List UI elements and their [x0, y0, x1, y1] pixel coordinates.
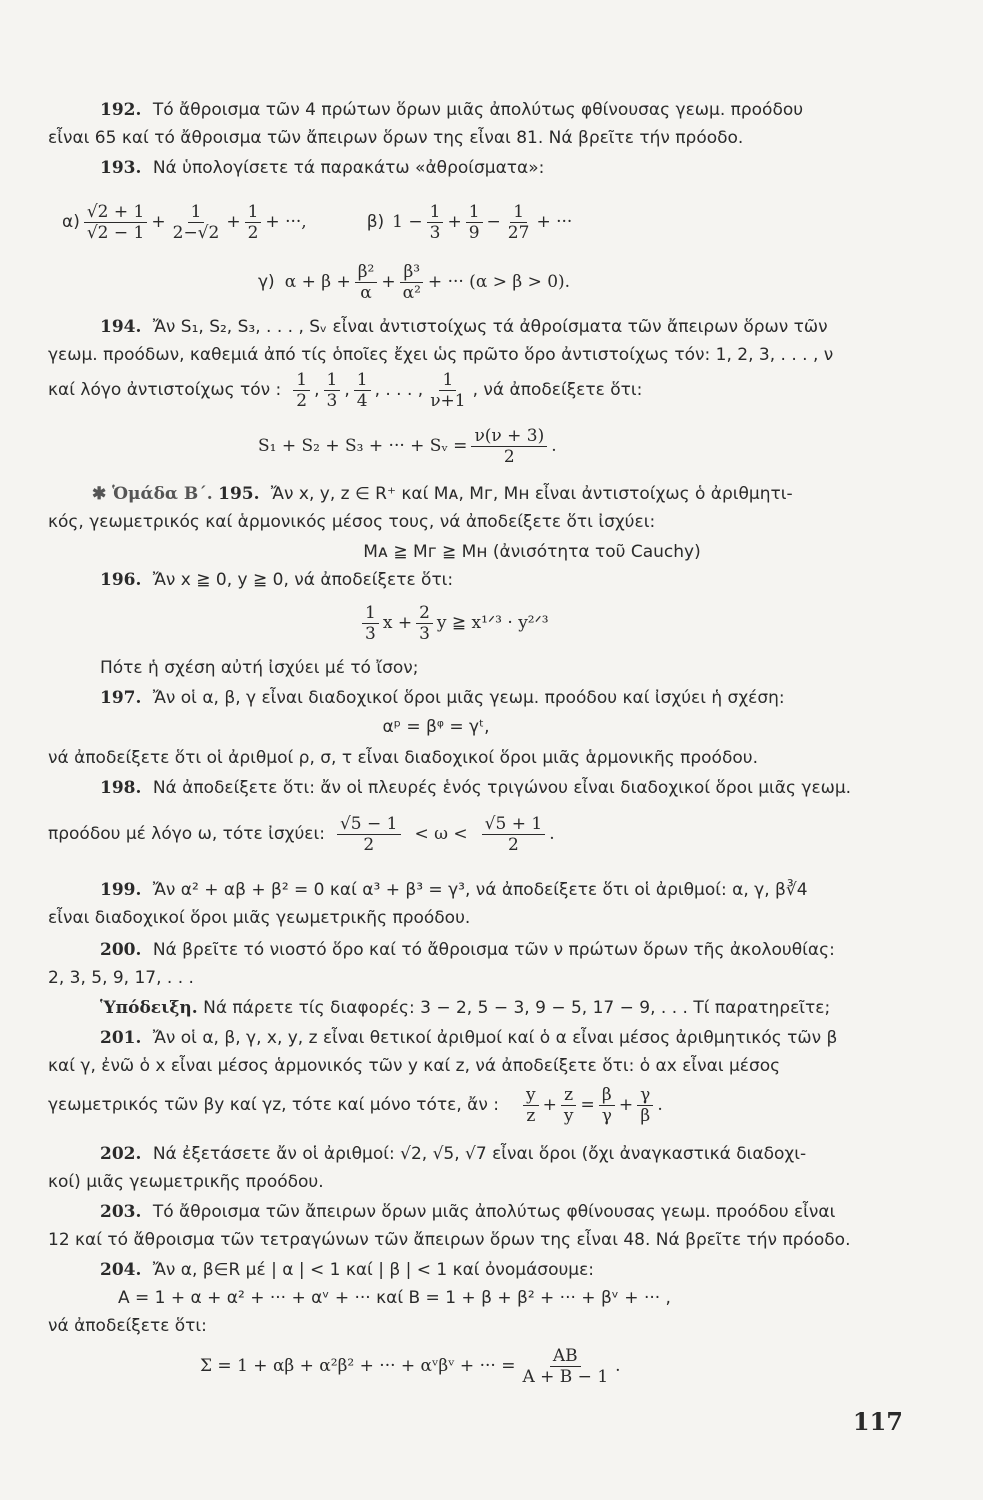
- exercise-number: 193.: [100, 158, 142, 178]
- exercise-196-question: Πότε ἡ σχέση αὐτή ἰσχύει μέ τό ἴσον;: [100, 658, 419, 678]
- page-number: 117: [852, 1407, 903, 1436]
- exercise-204-definitions: A = 1 + α + α² + ··· + αᵛ + ··· καί B = 1 + β + β² + ··· + βᵛ + ··· ,: [118, 1288, 671, 1308]
- exercise-text: Ἄν x, y, z ∈ R⁺ καί Mᴀ, Mг, Mʜ εἶναι ἀντιστοίχως ὁ ἀριθμητι-: [270, 484, 793, 504]
- exercise-196-equation: $\frac{1}{3}$ x + $\frac{2}{3}$ y ≧ x¹ᐟ³ · y²ᐟ³: [358, 596, 983, 650]
- exercise-194-line2: γεωμ. προόδων, καθεμιά ἀπό τίς ὁποῖες ἔχει ὡς πρῶτο ὅρο ἀντιστοίχως τόν: 1, 2, 3, . . . , ν: [48, 345, 834, 365]
- fraction: $\frac{z}{y}$: [561, 1085, 577, 1126]
- fraction: $\frac{\beta}{\gamma}$: [599, 1085, 615, 1126]
- exercise-192-line2: εἶναι 65 καί τό ἄθροισμα τῶν ἄπειρων ὅρων της εἶναι 81. Νά βρεῖτε τήν πρόοδο.: [48, 128, 744, 148]
- exercise-197-line2: νά ἀποδείξετε ὅτι οἱ ἀριθμοί ρ, σ, τ εἶναι διαδοχικοί ὅροι μιᾶς ἁρμονικῆς προόδου.: [48, 748, 758, 768]
- exercise-200-hint: [100, 996, 972, 1020]
- fraction: $\frac{1}{3}$: [324, 370, 341, 411]
- exercise-194-equation: S₁ + S₂ + S₃ + ··· + Sᵥ = $\frac{\nu(\nu + 3)}{2}$ .: [258, 425, 557, 467]
- exercise-198-line2: προόδου μέ λόγο ω, τότε ἰσχύει: $\frac{√5 - 1}{2}$ < ω < $\frac{√5 + 1}{2}$ .: [48, 813, 555, 855]
- exercise-number: 192.: [100, 100, 142, 120]
- exercise-200-line1: [100, 938, 972, 962]
- fraction: $\frac{y}{z}$: [523, 1085, 539, 1126]
- part-b-label: β): [366, 212, 385, 232]
- exercise-203-line2: 12 καί τό ἄθροισμα τῶν τετραγώνων τῶν ἄπειρων ὅρων της εἶναι 48. Νά βρεῖτε τήν πρόοδο.: [48, 1230, 851, 1250]
- exercise-204-equation: Σ = 1 + αβ + α²β² + ··· + αᵛβᵛ + ··· = $\frac{AB}{A + B - 1}$ .: [200, 1345, 621, 1387]
- exercise-text: Ἄν α² + αβ + β² = 0 καί α³ + β³ = γ³, νά ἀποδείξετε ὅτι οἱ ἀριθμοί: α, γ, β∛4: [152, 880, 808, 900]
- exercise-198-line1: [100, 776, 972, 800]
- exercise-204-line3: νά ἀποδείξετε ὅτι:: [48, 1316, 207, 1336]
- exercise-193-line1: [100, 156, 972, 180]
- fraction: $\frac{1}{27}$: [507, 201, 530, 243]
- fraction: $\frac{\text{β²}}{\alpha}$: [355, 262, 378, 303]
- exercise-number: 200.: [100, 940, 142, 960]
- exercise-text: Ἄν οἱ α, β, γ, x, y, z εἶναι θετικοί ἀριθμοί καί ὁ α εἶναι μέσος ἀριθμητικός τῶν β: [152, 1028, 838, 1048]
- exercise-text: Τό ἄθροισμα τῶν 4 πρώτων ὅρων μιᾶς ἀπολύτως φθίνουσας γεωμ. προόδου: [152, 100, 804, 120]
- exercise-204-line1: [100, 1258, 972, 1282]
- fraction: $\frac{\text{β³}}{\text{α²}}$: [400, 262, 424, 303]
- exercise-201-line2: καί γ, ἐνῶ ὁ x εἶναι μέσος ἁρμονικός τῶν y καί z, νά ἀποδείξετε ὅτι: ὁ αx εἶναι μέσος: [48, 1056, 781, 1076]
- fraction: $\frac{1}{3}$: [362, 603, 379, 644]
- exercise-200-line2: 2, 3, 5, 9, 17, . . .: [48, 968, 194, 988]
- fraction: $\frac{√5 - 1}{2}$: [337, 814, 401, 855]
- part-a-label: α): [62, 212, 80, 232]
- exercise-201-line3: γεωμετρικός τῶν βy καί γz, τότε καί μόνο τότε, ἄν : $\frac{y}{z}$ + $\frac{z}{y}$ = $\frac{\beta}{\gamma}$ + $\frac{\gamma}{\beta}$ .: [48, 1084, 663, 1126]
- fraction: $\frac{1}{2}$: [245, 202, 262, 243]
- exercise-number: 197.: [100, 688, 142, 708]
- exercise-number: 203.: [100, 1202, 142, 1222]
- hint-label: Ὑπόδειξη.: [100, 998, 198, 1018]
- exercise-195-line2: κός, γεωμετρικός καί ἁρμονικός μέσος τους, νά ἀποδείξετε ὅτι ἰσχύει:: [48, 512, 656, 532]
- exercise-199-line2: εἶναι διαδοχικοί ὅροι μιᾶς γεωμετρικῆς προόδου.: [48, 908, 471, 928]
- fraction: $\frac{1}{2-√2}$: [172, 201, 220, 243]
- exercise-number: 196.: [100, 570, 142, 590]
- exercise-193-c: γ) α + β + $\frac{\text{β²}}{\alpha}$ + $\frac{\text{β³}}{\text{α²}}$ + ··· (α > β > 0).: [258, 261, 571, 303]
- exercise-number: 195.: [218, 484, 260, 504]
- exercise-text: Ἄν x ≧ 0, y ≧ 0, νά ἀποδείξετε ὅτι:: [152, 570, 454, 590]
- fraction: $\frac{\gamma}{\beta}$: [637, 1085, 653, 1126]
- fraction: $\frac{√2 + 1}{√2 - 1}$: [84, 202, 148, 243]
- exercise-195-line1: [92, 482, 964, 506]
- exercise-199-line1: [100, 878, 972, 902]
- exercise-number: 199.: [100, 880, 142, 900]
- part-c-label: γ): [258, 272, 275, 292]
- exercise-194-line3: καί λόγο ἀντιστοίχως τόν : $\frac{1}{2}$ , $\frac{1}{3}$ , $\frac{1}{4}$ , . . . , $\frac{1}{\nu+1}$ , νά ἀποδείξετε ὅτι:: [48, 369, 643, 411]
- fraction: $\frac{\nu(\nu + 3)}{2}$: [471, 426, 547, 467]
- exercise-201-line1: [100, 1026, 972, 1050]
- exercise-197-line1: [100, 686, 972, 710]
- exercise-text: Νά βρεῖτε τό νιοστό ὅρο καί τό ἄθροισμα τῶν ν πρώτων ὅρων τῆς ἀκολουθίας:: [152, 940, 835, 960]
- exercise-text: Ἄν α, β∈R μέ | α | < 1 καί | β | < 1 καί ὀνομάσουμε:: [152, 1260, 595, 1280]
- exercise-text: Νά ἀποδείξετε ὅτι: ἄν οἱ πλευρές ἑνός τριγώνου εἶναι διαδοχικοί ὅροι μιᾶς γεωμ.: [152, 778, 852, 798]
- exercise-203-line1: [100, 1200, 972, 1224]
- fraction: $\frac{1}{2}$: [293, 370, 310, 411]
- exercise-194-line1: [100, 315, 972, 339]
- exercise-number: 201.: [100, 1028, 142, 1048]
- exercise-202-line1: [100, 1142, 972, 1166]
- exercise-number: 194.: [100, 317, 142, 337]
- exercise-number: 204.: [100, 1260, 142, 1280]
- exercise-text: Νά ἐξετάσετε ἄν οἱ ἀριθμοί: √2, √5, √7 εἶναι ὅροι (ὄχι ἀναγκαστικά διαδοχι-: [152, 1144, 807, 1164]
- fraction: $\frac{1}{9}$: [466, 202, 483, 243]
- fraction: $\frac{AB}{A + B - 1}$: [522, 1345, 609, 1387]
- fraction: $\frac{1}{\nu+1}$: [430, 369, 466, 411]
- fraction: $\frac{1}{4}$: [354, 370, 371, 411]
- fraction: $\frac{√5 + 1}{2}$: [482, 814, 546, 855]
- exercise-192-line1: [100, 98, 972, 122]
- exercise-202-line2: κοί) μιᾶς γεωμετρικῆς προόδου.: [48, 1172, 324, 1192]
- exercise-text: Τό ἄθροισμα τῶν ἄπειρων ὅρων μιᾶς ἀπολύτως φθίνουσας γεωμ. προόδου εἶναι: [152, 1202, 836, 1222]
- exercise-193-a: α) $\frac{√2 + 1}{√2 - 1}$ + $\frac{1}{2-√2}$ + $\frac{1}{2}$ + ···, β) 1 − $\frac{1}{3}$ + $\frac{1}{9}$ − $\frac{1}{27}$ + ···: [62, 201, 573, 243]
- group-heading: ✱ Ὁμάδα Β΄.: [92, 484, 213, 504]
- exercise-number: 202.: [100, 1144, 142, 1164]
- fraction: $\frac{2}{3}$: [416, 603, 433, 644]
- exercise-196-line1: [100, 568, 972, 592]
- exercise-number: 198.: [100, 778, 142, 798]
- exercise-text: Ἄν S₁, S₂, S₃, . . . , Sᵥ εἶναι ἀντιστοίχως τά ἀθροίσματα τῶν ἄπειρων ὅρων τῶν: [152, 317, 828, 337]
- hint-text: Νά πάρετε τίς διαφορές: 3 − 2, 5 − 3, 9 − 5, 17 − 9, . . . Τί παρατηρεῖτε;: [203, 998, 831, 1018]
- exercise-195-equation: Mᴀ ≧ Mг ≧ Mʜ (ἀνισότητα τοῦ Cauchy): [363, 542, 701, 562]
- exercise-text: Νά ὑπολογίσετε τά παρακάτω «ἀθροίσματα»:: [152, 158, 545, 178]
- exercise-197-equation: αᵖ = βᵠ = γᵗ,: [382, 717, 490, 737]
- fraction: $\frac{1}{3}$: [427, 202, 444, 243]
- exercise-text: Ἄν οἱ α, β, γ εἶναι διαδοχικοί ὅροι μιᾶς γεωμ. προόδου καί ἰσχύει ἡ σχέση:: [152, 688, 785, 708]
